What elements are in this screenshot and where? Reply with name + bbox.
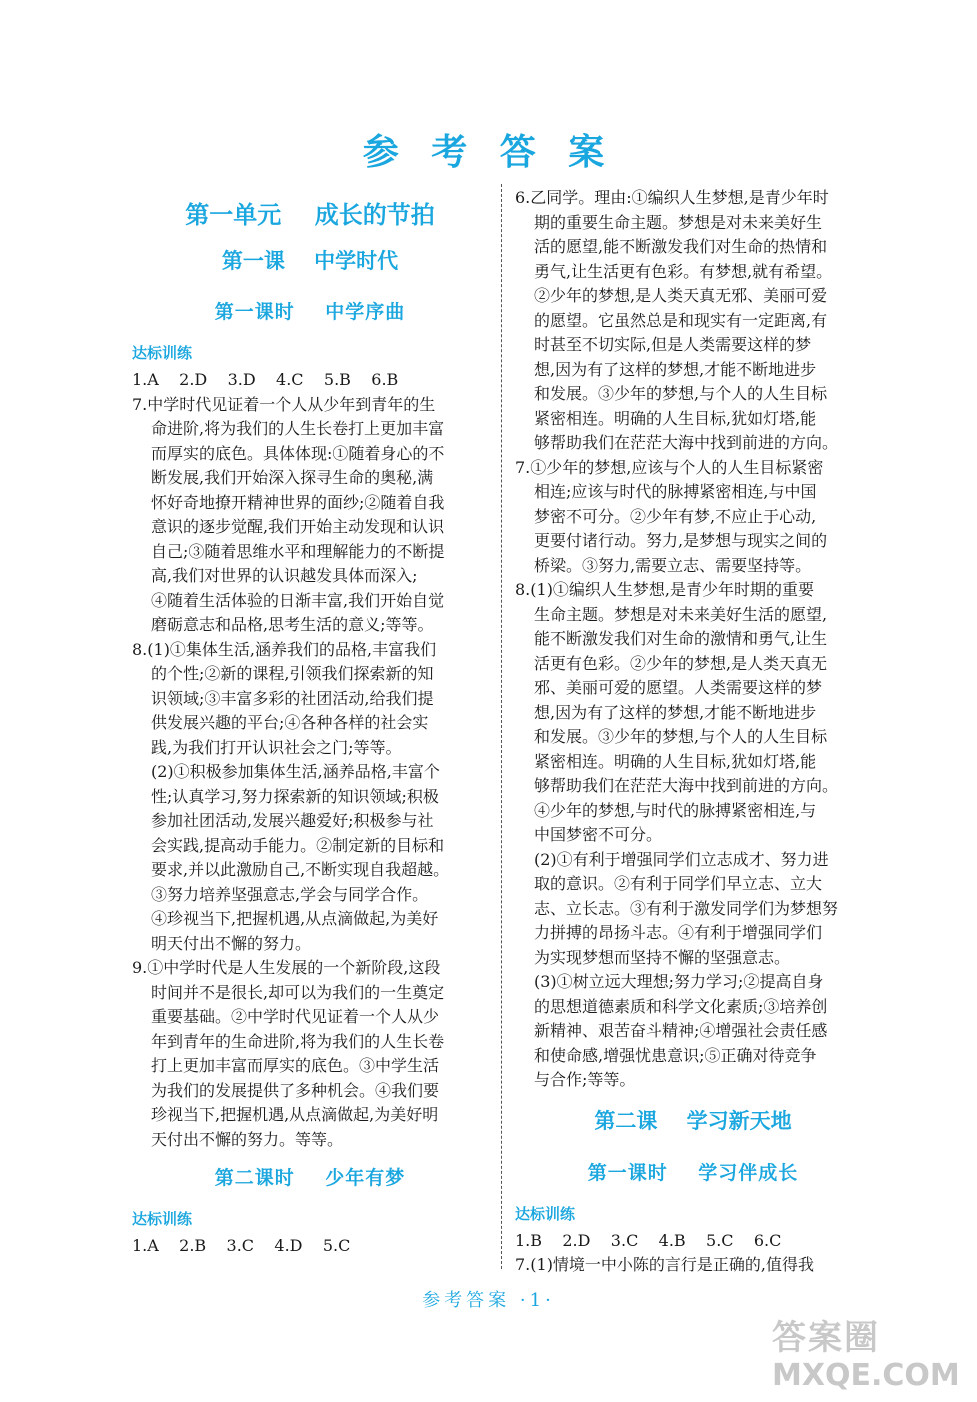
answer-line: 怀好奇地撩开精神世界的面纱;②随着自我 — [151, 492, 445, 512]
answer-line: ③努力培养坚强意志,学会与同学合作。 — [151, 884, 429, 904]
answer-line: ②少年的梦想,是人类天真无邪、美丽可爱 — [534, 286, 828, 305]
answer-line: 活更有色彩。②少年的梦想,是人类天真无 — [534, 653, 828, 673]
answer-line: 打上更加丰富而厚实的底色。③中学生活 — [151, 1056, 440, 1075]
answer-line: 和发展。③少年的梦想,与个人的人生目标 — [534, 384, 828, 403]
answer-line: 为实现梦想而坚持不懈的坚强意志。 — [534, 947, 791, 967]
answer-line: 识领域;③丰富多彩的社团活动,给我们提 — [151, 688, 434, 708]
answer-block — [515, 186, 871, 1093]
answer-line: 邪、美丽可爱的愿望。人类需要这样的梦 — [534, 678, 823, 697]
answer-line: 重要基础。②中学时代见证着一个人从少 — [151, 1007, 440, 1026]
answer-block — [515, 1229, 871, 1278]
answer-line: 年到青年的生命进阶,将为我们的人生长卷 — [151, 1031, 445, 1051]
answer-line: 磨砺意志和品格,思考生活的意义;等等。 — [151, 615, 434, 634]
answer-line: 想,因为有了这样的梦想,才能不断地进步 — [534, 359, 817, 379]
answer-line: 9.①中学时代是人生发展的一个新阶段,这段 — [132, 958, 441, 977]
answer-line: 高,我们对世界的认识越发具体而深入; — [151, 566, 418, 585]
answer-line: 断发展,我们开始深入探寻生命的奥秘,满 — [151, 468, 434, 487]
lesson-title: 第二课 学习新天地 — [594, 1108, 792, 1133]
page-footer: 参考答案 ·1· — [422, 1290, 555, 1311]
answer-line: 7.①少年的梦想,应该与个人的人生目标紧密 — [515, 457, 824, 477]
answer-line: 6.乙同学。理由:①编织人生梦想,是青少年时 — [515, 188, 829, 207]
answer-line: 勇气,让生活更有色彩。有梦想,就有希望。 — [534, 261, 833, 281]
unit-title: 第一单元 成长的节拍 — [185, 201, 435, 229]
answer-line: 的个性;②新的课程,引领我们探索新的知 — [151, 664, 434, 683]
answer-line: 能不断激发我们对生命的激情和勇气,让生 — [534, 629, 828, 648]
answer-line: 活的愿望,能不断激发我们对生命的热情和 — [534, 237, 828, 256]
answer-line: 的愿望。它虽然总是和现实有一定距离,有 — [534, 310, 828, 330]
answer-line: 参加社团活动,发展兴趣爱好;积极参与社 — [151, 811, 434, 830]
answer-line: 梦密不可分。②少年有梦,不应止于心动, — [534, 506, 817, 526]
answer-line: 力拼搏的昂扬斗志。④有利于增强同学们 — [534, 923, 823, 942]
answer-line: 时甚至不切实际,但是人类需要这样的梦 — [534, 335, 812, 354]
answer-line: 践,为我们打开认识社会之门;等等。 — [151, 737, 402, 757]
answer-line: 1.A 2.D 3.D 4.C 5.B 6.B — [132, 370, 399, 389]
watermark-url: MXQE.COM — [772, 1358, 960, 1393]
answer-line: 会实践,提高动手能力。②制定新的目标和 — [151, 835, 445, 855]
answer-line: 7.中学时代见证着一个人从少年到青年的生 — [132, 394, 436, 414]
answer-line: 7.(1)情境一中小陈的言行是正确的,值得我 — [515, 1255, 815, 1274]
watermark-text: 答案圈 — [772, 1318, 880, 1358]
answer-line: 明天付出不懈的努力。 — [151, 933, 312, 953]
answer-line: 更要付诸行动。努力,是梦想与现实之间的 — [534, 531, 828, 550]
period-title: 第一课时 中学序曲 — [214, 301, 406, 323]
answer-block — [132, 1234, 488, 1259]
answer-line: 性;认真学习,努力探索新的知识领域;积极 — [151, 786, 439, 806]
answer-line: 够帮助我们在茫茫大海中找到前进的方向。 — [534, 433, 839, 452]
section-heading: 达标训练 — [132, 344, 193, 362]
answer-line: 紧密相连。明确的人生目标,犹如灯塔,能 — [534, 408, 817, 428]
answer-line: 够帮助我们在茫茫大海中找到前进的方向。 — [534, 776, 839, 795]
watermark-logo — [772, 1318, 972, 1398]
answer-line: 供发展兴趣的平台;④各种各样的社会实 — [151, 713, 429, 732]
answer-line: 要求,并以此激励自己,不断实现自我超越。 — [151, 860, 450, 879]
answer-line: 桥梁。③努力,需要立志、需要坚持等。 — [534, 555, 812, 575]
answer-line: 1.B 2.D 3.C 4.B 5.C 6.C — [515, 1230, 782, 1250]
answer-line: 的思想道德素质和科学文化素质;③培养创 — [534, 996, 828, 1016]
answer-line: 天付出不懈的努力。等等。 — [151, 1129, 344, 1149]
answer-line: ④随着生活体验的日渐丰富,我们开始自觉 — [151, 590, 445, 610]
answer-line: 珍视当下,把握机遇,从点滴做起,为美好明 — [151, 1105, 439, 1124]
answer-line: 自己;③随着思维水平和理解能力的不断提 — [151, 541, 445, 561]
answer-line: 与合作;等等。 — [534, 1070, 636, 1089]
section-heading: 达标训练 — [132, 1210, 193, 1228]
period-title: 第二课时 少年有梦 — [214, 1167, 406, 1189]
answer-line: (3)①树立远大理想;努力学习;②提高自身 — [534, 972, 824, 991]
answer-line: 和发展。③少年的梦想,与个人的人生目标 — [534, 727, 828, 746]
left-column — [132, 186, 488, 1259]
period-title: 第一课时 学习伴成长 — [587, 1161, 799, 1184]
answer-line: (2)①有利于增强同学们立志成才、努力进 — [534, 849, 829, 869]
answer-line: 志、立长志。③有利于激发同学们为梦想努 — [534, 898, 839, 918]
answer-line: (2)①积极参加集体生活,涵养品格,丰富个 — [151, 762, 440, 781]
answer-block — [132, 368, 488, 1152]
right-column — [515, 186, 871, 1278]
column-divider — [501, 184, 502, 1269]
answer-line: 中国梦密不可分。 — [534, 825, 663, 844]
answer-line: 新精神、艰苦奋斗精神;④增强社会责任感 — [534, 1021, 828, 1040]
answer-line: 紧密相连。明确的人生目标,犹如灯塔,能 — [534, 751, 817, 771]
answer-line: ④少年的梦想,与时代的脉搏紧密相连,与 — [534, 800, 817, 820]
answer-line: 想,因为有了这样的梦想,才能不断地进步 — [534, 702, 817, 722]
answer-line: 1.A 2.B 3.C 4.D 5.C — [132, 1236, 351, 1255]
page-title: 参 考 答 案 — [362, 132, 615, 173]
answer-line: 取的意识。②有利于同学们早立志、立大 — [534, 874, 823, 893]
answer-line: 为我们的发展提供了多种机会。④我们要 — [151, 1080, 440, 1100]
answer-line: 而厚实的底色。具体体现:①随着身心的不 — [151, 443, 445, 463]
section-heading: 达标训练 — [515, 1204, 576, 1223]
answer-line: 生命主题。梦想是对未来美好生活的愿望, — [534, 604, 828, 624]
answer-line: 和使命感,增强忧患意识;⑤正确对待竞争 — [534, 1045, 817, 1065]
answer-line: 相连;应该与时代的脉搏紧密相连,与中国 — [534, 482, 817, 501]
answer-line: ④珍视当下,把握机遇,从点滴做起,为美好 — [151, 909, 439, 928]
answer-line: 意识的逐步觉醒,我们开始主动发现和认识 — [151, 517, 445, 536]
answer-line: 8.(1)①编织人生梦想,是青少年时期的重要 — [515, 580, 815, 599]
answer-line: 期的重要生命主题。梦想是对未来美好生 — [534, 212, 823, 232]
lesson-title: 第一课 中学时代 — [221, 249, 399, 273]
answer-line: 时间并不是很长,却可以为我们的一生奠定 — [151, 982, 445, 1002]
answer-line: 8.(1)①集体生活,涵养我们的品格,丰富我们 — [132, 639, 437, 659]
answer-line: 命进阶,将为我们的人生长卷打上更加丰富 — [151, 419, 445, 438]
